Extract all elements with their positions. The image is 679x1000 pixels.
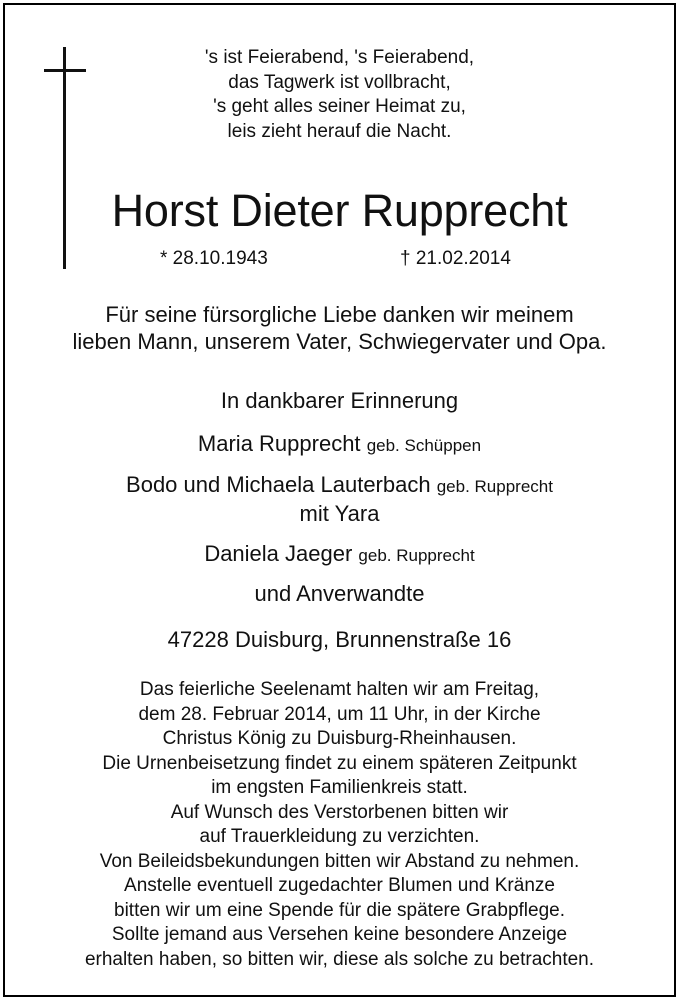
mourner-name: mit Yara	[299, 501, 380, 526]
poem-line: 's geht alles seiner Heimat zu,	[213, 96, 466, 117]
mourner-entry	[5, 581, 674, 607]
ceremony-line: Das feierliche Seelenamt halten wir am Freitag,	[139, 679, 540, 700]
mourner-name: und Anverwandte	[254, 581, 425, 606]
mourner-entry	[5, 501, 674, 527]
mourner-maiden-name: geb. Rupprecht	[436, 477, 553, 496]
mourner-name: Daniela Jaeger	[204, 541, 353, 566]
ceremony-line: Christus König zu Duisburg-Rheinhausen.	[162, 728, 517, 749]
poem	[5, 46, 674, 144]
ceremony-text	[5, 678, 674, 972]
ceremony-line: bitten wir um eine Spende für die spätere Grabpflege.	[114, 899, 565, 921]
ceremony-line: Die Urnenbeisetzung findet zu einem späteren Zeitpunkt	[102, 752, 577, 774]
obituary-notice	[3, 3, 676, 997]
mourner-maiden-name: geb. Rupprecht	[358, 546, 475, 565]
thanks-line: lieben Mann, unserem Vater, Schwiegervater und Opa.	[72, 329, 607, 354]
ceremony-line: Anstelle eventuell zugedachter Blumen und Kränze	[124, 875, 555, 896]
thanks-text	[5, 301, 674, 355]
mourner-entry	[5, 472, 674, 500]
death-date: † 21.02.2014	[400, 248, 511, 269]
ceremony-line: im engsten Familienkreis statt.	[211, 777, 468, 798]
mourner-name: Maria Rupprecht	[197, 431, 361, 456]
mourner-maiden-name: geb. Schüppen	[366, 436, 482, 455]
ceremony-line: auf Trauerkleidung zu verzichten.	[199, 826, 480, 847]
thanks-line: Für seine fürsorgliche Liebe danken wir meinem	[105, 302, 574, 327]
poem-line: leis zieht herauf die Nacht.	[227, 120, 452, 142]
ceremony-line: erhalten haben, so bitten wir, diese als solche zu betrachten.	[84, 948, 595, 970]
mourner-entry	[5, 431, 674, 459]
poem-line: 's ist Feierabend, 's Feierabend,	[204, 47, 475, 68]
ceremony-line: Von Beileidsbekundungen bitten wir Abstand zu nehmen.	[99, 850, 580, 872]
ceremony-line: dem 28. Februar 2014, um 11 Uhr, in der Kirche	[138, 703, 541, 725]
mourner-entry	[5, 541, 674, 569]
ceremony-line: Sollte jemand aus Versehen keine besondere Anzeige	[111, 924, 568, 945]
ceremony-line: Auf Wunsch des Verstorbenen bitten wir	[170, 801, 509, 823]
mourner-name: Bodo und Michaela Lauterbach	[126, 472, 431, 497]
address: 47228 Duisburg, Brunnenstraße 16	[167, 627, 512, 652]
memory-line: In dankbarer Erinnerung	[220, 388, 459, 413]
birth-date: * 28.10.1943	[160, 248, 268, 269]
deceased-name: Horst Dieter Rupprecht	[111, 185, 568, 236]
poem-line: das Tagwerk ist vollbracht,	[228, 71, 451, 93]
